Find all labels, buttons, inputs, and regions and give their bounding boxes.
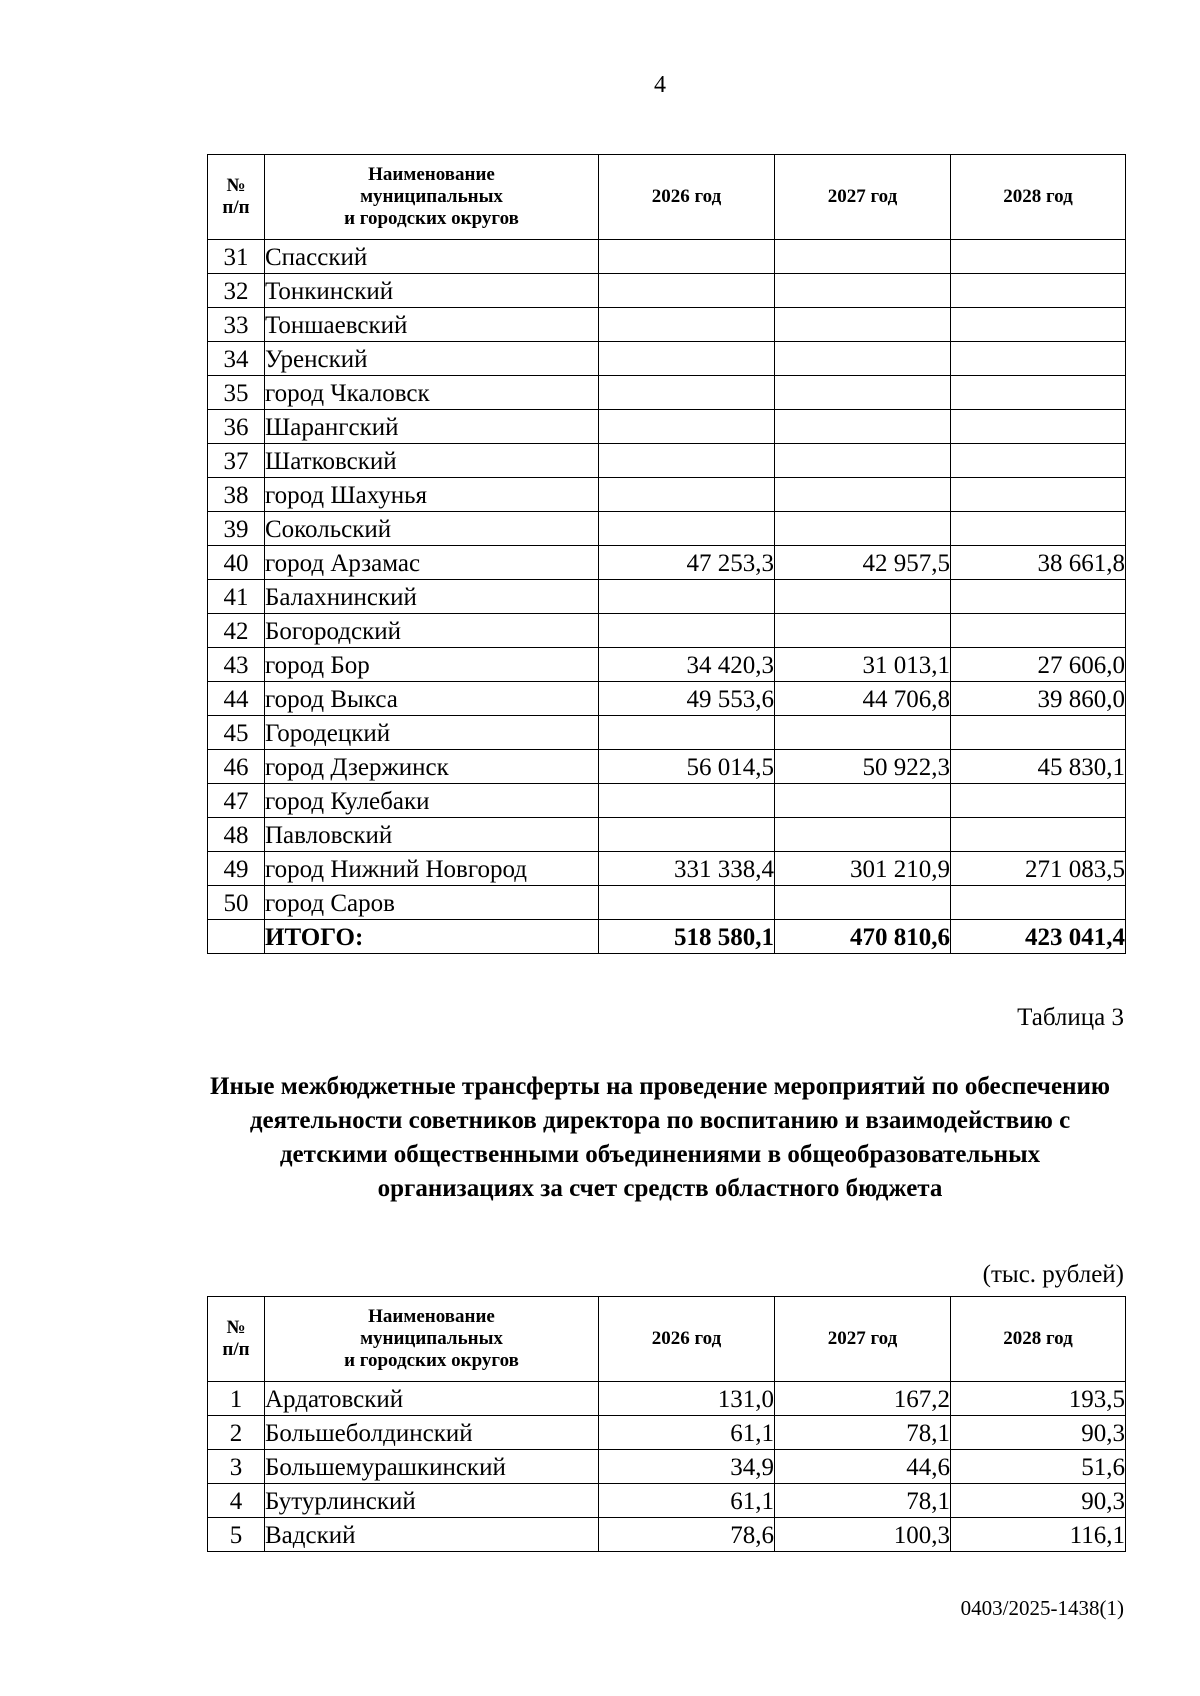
value-2027 xyxy=(775,308,951,342)
header-2027: 2027 год xyxy=(775,1297,951,1382)
table-row xyxy=(208,478,1126,512)
value-2028 xyxy=(951,376,1126,410)
value-2027 xyxy=(775,376,951,410)
value-2026: 131,0 xyxy=(599,1382,775,1416)
value-2028: 271 083,5 xyxy=(951,852,1126,886)
table-row xyxy=(208,444,1126,478)
row-number: 47 xyxy=(208,784,265,818)
municipality-name: Большеболдинский xyxy=(265,1416,599,1450)
total-number-cell xyxy=(208,920,265,954)
table-row xyxy=(208,342,1126,376)
header-name: Наименование муниципальных и городских округов xyxy=(265,1297,599,1382)
header-number: № п/п xyxy=(208,1297,265,1382)
table-row xyxy=(208,512,1126,546)
value-2026: 331 338,4 xyxy=(599,852,775,886)
table-row xyxy=(208,682,1126,716)
value-2027 xyxy=(775,818,951,852)
value-2026 xyxy=(599,784,775,818)
row-number: 49 xyxy=(208,852,265,886)
value-2026: 34,9 xyxy=(599,1450,775,1484)
table-row xyxy=(208,1416,1126,1450)
table-row xyxy=(208,784,1126,818)
value-2027 xyxy=(775,478,951,512)
value-2027 xyxy=(775,886,951,920)
document-code: 0403/2025-1438(1) xyxy=(960,1596,1124,1620)
value-2027 xyxy=(775,444,951,478)
value-2026 xyxy=(599,274,775,308)
table-row xyxy=(208,274,1126,308)
table-row xyxy=(208,852,1126,886)
value-2026: 56 014,5 xyxy=(599,750,775,784)
value-2026 xyxy=(599,580,775,614)
row-number: 2 xyxy=(208,1416,265,1450)
value-2026: 34 420,3 xyxy=(599,648,775,682)
total-2027: 470 810,6 xyxy=(775,920,951,954)
total-row xyxy=(208,920,1126,954)
table-header-row xyxy=(208,155,1126,240)
row-number: 32 xyxy=(208,274,265,308)
value-2028 xyxy=(951,342,1126,376)
value-2028 xyxy=(951,886,1126,920)
row-number: 50 xyxy=(208,886,265,920)
value-2027 xyxy=(775,512,951,546)
municipality-name: Тонкинский xyxy=(265,274,599,308)
row-number: 31 xyxy=(208,240,265,274)
row-number: 43 xyxy=(208,648,265,682)
value-2026 xyxy=(599,342,775,376)
value-2027: 78,1 xyxy=(775,1416,951,1450)
row-number: 1 xyxy=(208,1382,265,1416)
value-2026 xyxy=(599,886,775,920)
municipality-name: Городецкий xyxy=(265,716,599,750)
row-number: 33 xyxy=(208,308,265,342)
table-row xyxy=(208,1382,1126,1416)
value-2027 xyxy=(775,784,951,818)
table-row xyxy=(208,376,1126,410)
municipality-name: город Арзамас xyxy=(265,546,599,580)
total-2028: 423 041,4 xyxy=(951,920,1126,954)
value-2028: 193,5 xyxy=(951,1382,1126,1416)
table-row xyxy=(208,546,1126,580)
value-2027 xyxy=(775,342,951,376)
value-2026: 78,6 xyxy=(599,1518,775,1552)
municipality-name: город Чкаловск xyxy=(265,376,599,410)
table-advisor-transfers xyxy=(207,1296,1126,1552)
municipality-name: город Саров xyxy=(265,886,599,920)
value-2027: 301 210,9 xyxy=(775,852,951,886)
municipality-name: город Бор xyxy=(265,648,599,682)
value-2028: 51,6 xyxy=(951,1450,1126,1484)
table-row xyxy=(208,308,1126,342)
table-row xyxy=(208,614,1126,648)
value-2028: 90,3 xyxy=(951,1484,1126,1518)
row-number: 38 xyxy=(208,478,265,512)
value-2028 xyxy=(951,512,1126,546)
municipality-name: город Шахунья xyxy=(265,478,599,512)
value-2026 xyxy=(599,818,775,852)
value-2028 xyxy=(951,580,1126,614)
value-2026 xyxy=(599,240,775,274)
municipality-name: город Кулебаки xyxy=(265,784,599,818)
section-title: Иные межбюджетные трансферты на проведение мероприятий по обеспечению деятельности советников директора по воспитанию и взаимодействию с детскими общественными объединениями в общеобразовательных организациях за счет средств областного бюджета xyxy=(210,1073,1110,1202)
table-row xyxy=(208,648,1126,682)
value-2028 xyxy=(951,240,1126,274)
row-number: 48 xyxy=(208,818,265,852)
value-2028 xyxy=(951,716,1126,750)
value-2027: 50 922,3 xyxy=(775,750,951,784)
table-row xyxy=(208,410,1126,444)
value-2026: 47 253,3 xyxy=(599,546,775,580)
value-2026 xyxy=(599,444,775,478)
row-number: 40 xyxy=(208,546,265,580)
value-2027: 100,3 xyxy=(775,1518,951,1552)
row-number: 36 xyxy=(208,410,265,444)
value-2026: 61,1 xyxy=(599,1416,775,1450)
row-number: 45 xyxy=(208,716,265,750)
row-number: 5 xyxy=(208,1518,265,1552)
municipality-name: Ардатовский xyxy=(265,1382,599,1416)
table-header-row xyxy=(208,1297,1126,1382)
total-2026: 518 580,1 xyxy=(599,920,775,954)
value-2028 xyxy=(951,274,1126,308)
row-number: 41 xyxy=(208,580,265,614)
municipality-name: Богородский xyxy=(265,614,599,648)
table-row xyxy=(208,1518,1126,1552)
total-label: ИТОГО: xyxy=(265,920,599,954)
value-2027 xyxy=(775,274,951,308)
value-2026 xyxy=(599,716,775,750)
value-2027: 42 957,5 xyxy=(775,546,951,580)
table-row xyxy=(208,750,1126,784)
value-2027 xyxy=(775,716,951,750)
row-number: 37 xyxy=(208,444,265,478)
value-2027: 44,6 xyxy=(775,1450,951,1484)
value-2027: 78,1 xyxy=(775,1484,951,1518)
row-number: 44 xyxy=(208,682,265,716)
value-2026 xyxy=(599,376,775,410)
table-row xyxy=(208,886,1126,920)
row-number: 46 xyxy=(208,750,265,784)
table-row xyxy=(208,716,1126,750)
table-row xyxy=(208,1450,1126,1484)
row-number: 42 xyxy=(208,614,265,648)
municipality-name: город Нижний Новгород xyxy=(265,852,599,886)
value-2027: 31 013,1 xyxy=(775,648,951,682)
value-2026 xyxy=(599,478,775,512)
value-2028: 38 661,8 xyxy=(951,546,1126,580)
value-2026 xyxy=(599,308,775,342)
municipality-name: Шарангский xyxy=(265,410,599,444)
table-municipal-transfers-continued xyxy=(207,154,1126,954)
row-number: 3 xyxy=(208,1450,265,1484)
value-2028 xyxy=(951,308,1126,342)
value-2027: 44 706,8 xyxy=(775,682,951,716)
value-2027 xyxy=(775,410,951,444)
municipality-name: Балахнинский xyxy=(265,580,599,614)
table-row xyxy=(208,818,1126,852)
municipality-name: Уренский xyxy=(265,342,599,376)
value-2027 xyxy=(775,240,951,274)
value-2027: 167,2 xyxy=(775,1382,951,1416)
value-2026 xyxy=(599,410,775,444)
municipality-name: Большемурашкинский xyxy=(265,1450,599,1484)
header-2028: 2028 год xyxy=(951,155,1126,240)
municipality-name: Павловский xyxy=(265,818,599,852)
municipality-name: Сокольский xyxy=(265,512,599,546)
value-2028 xyxy=(951,444,1126,478)
value-2028: 116,1 xyxy=(951,1518,1126,1552)
row-number: 4 xyxy=(208,1484,265,1518)
value-2028: 90,3 xyxy=(951,1416,1126,1450)
page-number: 4 xyxy=(654,72,666,98)
municipality-name: Вадский xyxy=(265,1518,599,1552)
value-2028: 39 860,0 xyxy=(951,682,1126,716)
municipality-name: город Дзержинск xyxy=(265,750,599,784)
row-number: 34 xyxy=(208,342,265,376)
table-row xyxy=(208,240,1126,274)
value-2028 xyxy=(951,478,1126,512)
value-2026: 49 553,6 xyxy=(599,682,775,716)
header-2027: 2027 год xyxy=(775,155,951,240)
value-2026 xyxy=(599,614,775,648)
header-2026: 2026 год xyxy=(599,1297,775,1382)
value-2026: 61,1 xyxy=(599,1484,775,1518)
municipality-name: Тоншаевский xyxy=(265,308,599,342)
value-2028: 27 606,0 xyxy=(951,648,1126,682)
municipality-name: Спасский xyxy=(265,240,599,274)
table-row xyxy=(208,580,1126,614)
table-label: Таблица 3 xyxy=(1017,1004,1124,1031)
row-number: 39 xyxy=(208,512,265,546)
value-2027 xyxy=(775,580,951,614)
value-2028 xyxy=(951,410,1126,444)
value-2028 xyxy=(951,818,1126,852)
value-2026 xyxy=(599,512,775,546)
municipality-name: Бутурлинский xyxy=(265,1484,599,1518)
value-2028 xyxy=(951,614,1126,648)
header-name: Наименование муниципальных и городских округов xyxy=(265,155,599,240)
value-2028 xyxy=(951,784,1126,818)
header-number: № п/п xyxy=(208,155,265,240)
value-2027 xyxy=(775,614,951,648)
municipality-name: Шатковский xyxy=(265,444,599,478)
table-row xyxy=(208,1484,1126,1518)
municipality-name: город Выкса xyxy=(265,682,599,716)
header-2028: 2028 год xyxy=(951,1297,1126,1382)
row-number: 35 xyxy=(208,376,265,410)
units-label: (тыс. рублей) xyxy=(982,1261,1124,1288)
header-2026: 2026 год xyxy=(599,155,775,240)
value-2028: 45 830,1 xyxy=(951,750,1126,784)
